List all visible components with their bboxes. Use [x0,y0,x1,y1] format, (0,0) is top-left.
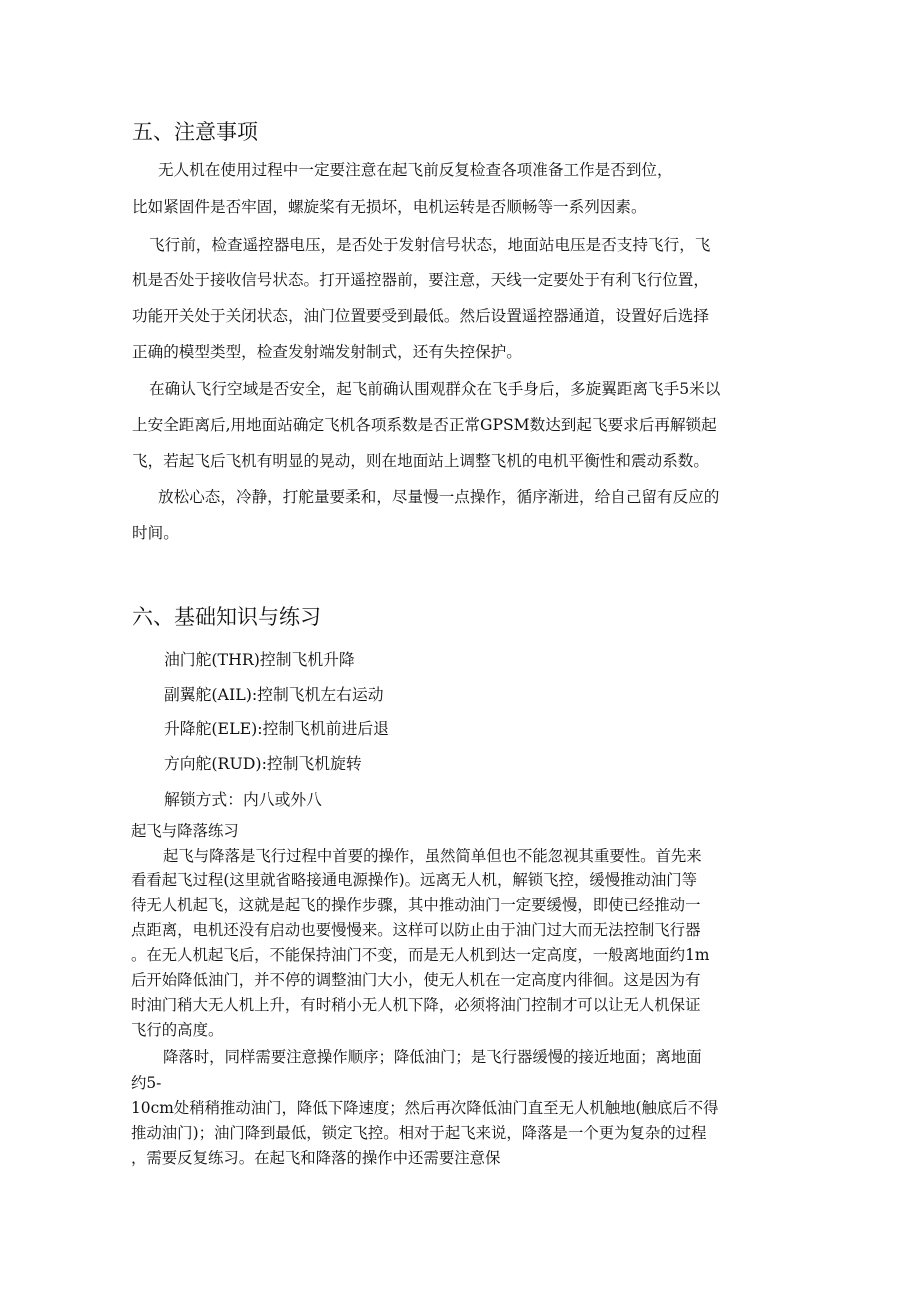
list-item: 解锁方式：内八或外八 [164,790,322,809]
paragraph-line: 放松心态，冷静，打舵量要柔和，尽量慢一点操作，循序渐进，给自己留有反应的 [158,488,720,506]
paragraph-line: 正确的模型类型，检查发射端发射制式，还有失控保护。 [132,343,522,361]
list-item: 副翼舵(AIL):控制飞机左右运动 [164,685,384,704]
paragraph-line: 上安全距离后,用地面站确定飞机各项系数是否正常GPSM数达到起飞要求后再解锁起 [132,416,717,434]
paragraph-line: 比如紧固件是否牢固，螺旋桨有无损坏，电机运转是否顺畅等一系列因素。 [132,198,647,216]
paragraph-line: 看看起飞过程(这里就省略接通电源操作)。远离无人机，解锁飞控，缓慢推动油门等 [131,871,698,889]
paragraph-line: 。在无人机起飞后，不能保持油门不变，而是无人机到达一定高度，一般离地面约1m [131,946,710,964]
paragraph-line: 飞行前，检查遥控器电压，是否处于发射信号状态，地面站电压是否支持飞行，飞 [149,236,711,254]
paragraph-line: 起飞与降落是飞行过程中首要的操作，虽然简单但也不能忽视其重要性。首先来 [163,847,702,865]
paragraph-line: 10cm处稍稍推动油门，降低下降速度；然后再次降低油门直至无人机触地(触底后不得 [131,1099,719,1117]
paragraph-line: 机是否处于接收信号状态。打开遥控器前，要注意，天线一定要处于有利飞行位置， [132,271,709,289]
paragraph-line: 功能开关处于关闭状态，油门位置要受到最低。然后设置遥控器通道，设置好后选择 [132,307,709,325]
paragraph-line: 在确认飞行空域是否安全，起飞前确认围观群众在飞手身后，多旋翼距离飞手5米以 [149,380,721,398]
paragraph-line: 点距离，电机还没有启动也要慢慢来。这样可以防止由于油门过大而无法控制飞行器 [131,921,701,939]
section-6-heading: 六、基础知识与练习 [132,605,321,629]
paragraph-line: 飞行的高度。 [131,1021,224,1039]
paragraph-line: 飞，若起飞后飞机有明显的晃动，则在地面站上调整飞机的电机平衡性和震动系数。 [132,452,709,470]
list-item: 油门舵(THR)控制飞机升降 [164,650,355,669]
section-5-heading: 五、注意事项 [132,120,258,144]
paragraph-line: 后开始降低油门，并不停的调整油门大小，使无人机在一定高度内徘徊。这是因为有 [131,971,701,989]
paragraph-line: 约5- [131,1074,162,1092]
paragraph-line: 无人机在使用过程中一定要注意在起飞前反复检查各项准备工作是否到位， [158,161,673,179]
paragraph-line: 时间。 [132,524,179,542]
subsection-title: 起飞与降落练习 [131,822,239,840]
list-item: 升降舵(ELE):控制飞机前进后退 [164,719,389,738]
paragraph-line: 时油门稍大无人机上升，有时稍小无人机下降，必须将油门控制才可以让无人机保证 [131,996,701,1014]
paragraph-line: 推动油门)；油门降到最低，锁定飞控。相对于起飞来说，降落是一个更为复杂的过程 [131,1124,707,1142]
list-item: 方向舵(RUD):控制飞机旋转 [164,754,362,773]
paragraph-line: ，需要反复练习。在起飞和降落的操作中还需要注意保 [131,1149,501,1167]
paragraph-line: 降落时，同样需要注意操作顺序；降低油门；是飞行器缓慢的接近地面；离地面 [163,1048,702,1066]
paragraph-line: 待无人机起飞，这就是起飞的操作步骤，其中推动油门一定要缓慢，即使已经推动一 [131,896,701,914]
